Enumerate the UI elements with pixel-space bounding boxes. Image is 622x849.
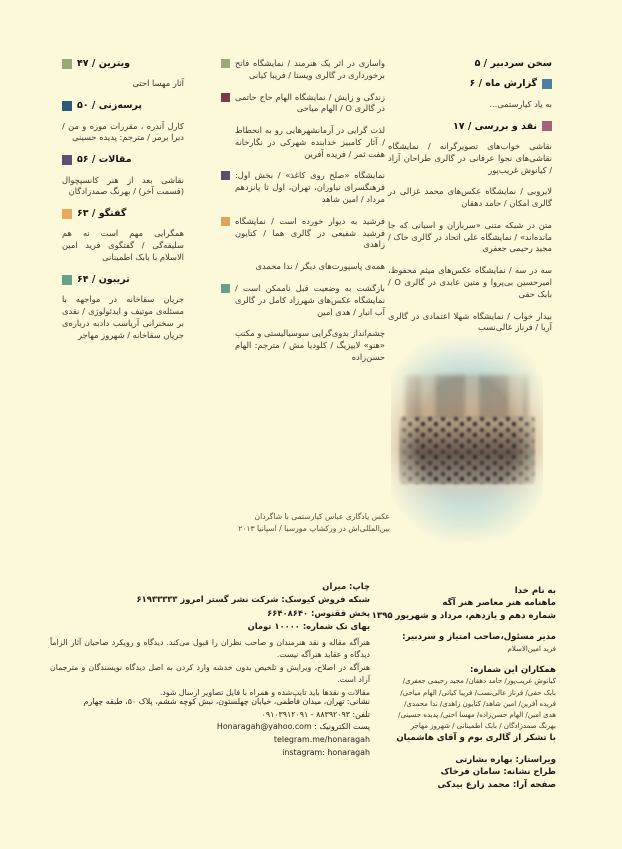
- toc-header-month-report: [388, 78, 552, 89]
- toc-column-middle: [235, 58, 385, 374]
- toc-header-vitrine: [62, 58, 184, 69]
- layout-designer: صفحه آرا: محمد زارع بیدکی: [437, 779, 556, 790]
- contributors-line: بهرنگ صمدزادگان / بابک اطمینانی / شهروز مهاجر: [410, 722, 556, 731]
- section-color-square-icon: [542, 79, 552, 89]
- entry-text: چشم‌انداز بدوی‌گرایی سوسیالیستی و مکتب «هنو» لایپزیگ / کلودیا مش / مترجم: الهام حسن‌زاده: [235, 328, 385, 362]
- toc-entry: [235, 216, 385, 251]
- entry-color-square-icon: [221, 93, 230, 102]
- toc-header-interview: [62, 208, 184, 219]
- logo-designer: طراح نشانه: سامان فرخاک: [440, 767, 556, 778]
- email-link[interactable]: پست الکترونیک : Honaragah@yahoo.com: [216, 722, 370, 732]
- note-line: مقالات و نقدها باید تایپ‌شده و همراه با فایل تصاویر ارسال شود.: [159, 687, 370, 697]
- section-color-square-icon: [62, 275, 72, 285]
- toc-entry: [235, 92, 385, 116]
- bismillah: به نام خدا: [514, 586, 556, 596]
- toc-entry: [235, 261, 385, 273]
- toc-entry: [235, 125, 385, 160]
- section-title: مقالات / ۵۶: [77, 154, 132, 166]
- toc-entry: [235, 170, 385, 205]
- toc-header-review: [388, 121, 552, 132]
- section-color-square-icon: [62, 59, 72, 69]
- toc-header-editor-note: [388, 58, 552, 69]
- photo-caption-line2: بین‌المللی‌اش در ورکشاپ مورسیا / اسپانیا ۲۰۱۳: [238, 523, 390, 533]
- photo-crowd-of-people: [399, 416, 536, 484]
- contact-block: [50, 696, 370, 759]
- section-title: سخن سردبیر / ۵: [474, 58, 552, 69]
- toc-entry: سه در سه / نمایشگاه عکس‌های میثم محفوظ، امیرحسین بی‌پروا و متین عابدی در گالری O / بابک حقی: [388, 265, 552, 299]
- copy-editor: ویراستار: بهاره بشارتی: [455, 754, 556, 765]
- contributors-line: بابک حقی/ فرناز عالی‌نسب/ فریبا کیانی/ الهام میاحی/: [400, 688, 556, 697]
- section-color-square-icon: [62, 101, 72, 111]
- photo-caption: [238, 511, 390, 535]
- telegram-link[interactable]: telegram.me/honaragah: [273, 734, 370, 744]
- toc-entry: جریان سقاخانه در مواجهه با مسئله‌ی موتیف و ایدئولوژی / نقدی بر سخنرانی آریاسب دادبه درباره‌ی جریان سقاخانه / شهروز مهاجر: [62, 294, 184, 340]
- address: نشانی: تهران، میدان فاطمی، خیابان چهلستون، نبش کوچه ششم، پلاک ۵۰، طبقه چهارم: [83, 697, 370, 706]
- toc-entry: [235, 328, 385, 363]
- single-issue-price: بهای تک شماره: ۱۰۰۰۰ تومان: [247, 621, 370, 632]
- photo-background-storefront: [405, 375, 530, 418]
- thanks-note: با تشکر از گالری بوم و آقای هاشمیان: [396, 733, 556, 744]
- toc-column-right: [388, 58, 552, 344]
- note-line: هنرآگه در اصلاح، ویرایش و تلخیص بدون خدشه وارد کردن به اصل دیدگاه نویسندگان و مترجمان آزاد است.: [50, 662, 370, 685]
- toc-column-left: [62, 58, 184, 351]
- entry-text: بازگشت به وضعیت قبل ناممکن است / نمایشگاه عکس‌های شهرزاد کامل در گالری آب انبار / هدی امین: [235, 282, 385, 317]
- toc-header-articles: [62, 154, 184, 165]
- kiarostami-group-photo: [391, 336, 543, 542]
- note-line: هنرآگه مقاله و نقد هنرمندان و صاحب نظران را قبول می‌کند. دیدگاه و رویکرد صاحبان آثار الزاماً دیدگاه و عقاید هنرآگه نیست.: [50, 638, 370, 660]
- section-title: گفتگو / ۶۳: [77, 208, 127, 220]
- printer: چاپ: میران: [322, 581, 370, 591]
- section-title: نقد و بررسی / ۱۷: [452, 120, 537, 132]
- toc-entry: نقاشی خواب‌های تصویرگرانه / نمایشگاه نقاشی‌های نجوا عرفانی در گالری طراحان آزاد / کیانوش غریب‌پور: [388, 140, 552, 175]
- instagram-link[interactable]: instagram: honaragah: [282, 747, 370, 757]
- entry-color-square-icon: [221, 171, 230, 180]
- toc-entry: لایروبی / نمایشگاه عکس‌های محمد غزالی در گالری امکان / حامد دهقان: [388, 186, 552, 209]
- entry-text: زندگی و زایش / نمایشگاه الهام حاج حاتمی در گالری O / الهام میاحی: [235, 91, 385, 114]
- toc-entry: بیدار خواب / نمایشگاه شهلا اعتمادی در گالری آریا / فرناز عالی‌نسب: [388, 310, 552, 333]
- entry-text: واسازی در اثر یک هنرمند / نمایشگاه فاتح برخورداری در گالری ویستا / فریبا کیانی: [235, 58, 385, 80]
- entry-color-square-icon: [221, 284, 230, 293]
- contributors-line: فریده آفرین/ امین شاهد/ کتایون زاهدی/ ندا محمدی/: [404, 699, 556, 708]
- toc-entry: متن در شبکه متنی «سربازان و اسبانی که جا مانده‌اند» / نمایشگاه علی اتحاد در گالری خاک / مجید رحیمی جعفری: [388, 219, 552, 254]
- photo-caption-line1: عکس یادگاری عباس کیارستمی با شاگردان: [254, 512, 390, 521]
- toc-entry: کارل آندره ، مقررات موزه و من / دبرا برمر / مترجم: پدیده حسینی: [62, 120, 184, 143]
- toc-header-flanerie: [62, 100, 184, 111]
- distribution: پخش ققنوس: ۶۶۴۰۸۶۴۰: [267, 607, 370, 618]
- entry-text: لذت گرایی در آرمانشهرهایی رو به انحطاط / آثار کامبیز خدابنده شهرکی در نگارخانه هفت ثمر / فریده آفرین: [235, 125, 385, 159]
- contributors-line: کیانوش غریب‌پور/ حامد دهقان/ مجید رحیمی جعفری/: [402, 677, 556, 686]
- entry-color-square-icon: [221, 59, 230, 68]
- entry-text: همه‌ی پاسپورت‌های دیگر / ندا محمدی: [255, 261, 385, 272]
- issue-number: شماره دهم و یازدهم، مرداد و شهریور ۱۳۹۵: [371, 610, 556, 621]
- phone: تلفن: ۸۸۳۹۲۰۹۳ - ۰۹۱۰۳۹۱۲۰۹۱: [261, 709, 370, 719]
- section-title: پرسه‌زنی / ۵۰: [77, 100, 142, 112]
- director-name: فرید امین‌الاسلام: [507, 644, 556, 653]
- toc-entry: به یاد کیارستمی...: [489, 98, 552, 109]
- section-title: ویترین / ۴۷: [77, 58, 131, 69]
- toc-entry: نقاشی بعد از هنر کانسپچوال (قسمت آخر) / بهرنگ صمدزادگان: [62, 174, 184, 197]
- toc-entry: [235, 58, 385, 82]
- section-title: تریبون / ۶۴: [77, 273, 130, 285]
- entry-color-square-icon: [221, 217, 230, 226]
- toc-entry: [235, 283, 385, 318]
- magazine-title: ماهنامه هنر معاصر هنر آگه: [442, 598, 556, 609]
- section-color-square-icon: [62, 155, 72, 165]
- kiosk-network: شبکه فروش کیوسک: شرکت نشر گستر امروز ۶۱۹۳۳۳۳۳: [136, 594, 370, 605]
- entry-text: نمایشگاه «صلح روی کاغذ» / بخش اول: فرهنگسرای نیاوران، تهران، اول تا پانزدهم مرداد / امین شاهد: [235, 170, 385, 205]
- toc-entry: همگرایی مهم است نه هم سلیقه‌گی / گفتگوی فرید امین الاسلام با بابک اطمینانی: [62, 228, 184, 263]
- toc-entry: آثار مهسا احتی: [132, 78, 184, 89]
- toc-header-tribune: [62, 274, 184, 285]
- director-label: مدیر مسئول،صاحب امتیاز و سردبیر:: [402, 632, 556, 643]
- submission-notes: [50, 637, 370, 699]
- section-color-square-icon: [62, 209, 72, 219]
- section-color-square-icon: [542, 121, 552, 131]
- entry-text: فرشید به دیوار خورده است / نمایشگاه فرشید شفیعی در گالری هما / کتایون زاهدی: [235, 215, 385, 250]
- contributors-line: هدی امین/ الهام حسن‌زاده/ مهسا احتی/ پدیده حسینی/: [398, 711, 556, 720]
- print-info-block: [50, 580, 370, 634]
- contributors-label: همکاران این شماره:: [470, 665, 556, 675]
- section-title: گزارش ماه / ۶: [469, 78, 537, 90]
